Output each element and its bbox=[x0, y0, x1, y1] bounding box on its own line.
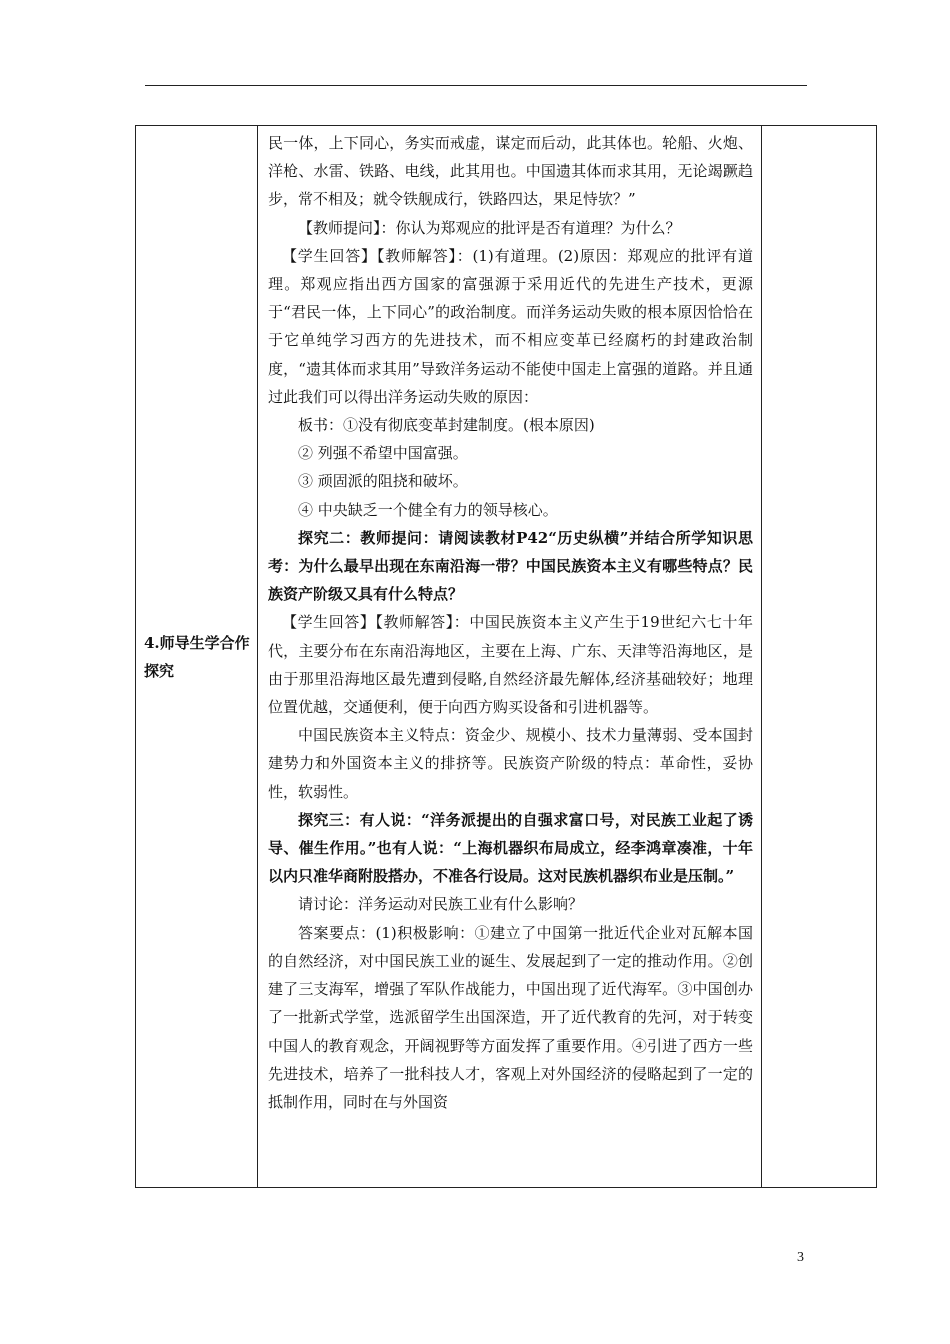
content-paragraph: ② 列强不希望中国富强。 bbox=[298, 444, 468, 463]
step-cell bbox=[136, 126, 258, 1188]
content-paragraph: 探究三：有人说：“洋务派提出的自强求富口号，对民族工业起了诱导、催生作用。”也有人说：“上海机器织布局成立，经李鸿章凑准，十年以内只准华商附股搭办，不准各行设局。这对民族机器织布业是压制。” bbox=[268, 810, 753, 886]
step-label: 4.师导生学合作探究 bbox=[144, 633, 250, 680]
content-paragraph: 民一体，上下同心，务实而戒虚，谋定而后动，此其体也。轮船、火炮、洋枪、水雷、铁路、电线，此其用也。中国遗其体而求其用，无论竭蹶趋步，常不相及；就令铁舰成行，铁路四达，果足恃欤？” bbox=[268, 134, 753, 209]
table-row bbox=[136, 126, 877, 1188]
lesson-plan-table bbox=[135, 125, 877, 1188]
note-cell bbox=[762, 126, 877, 1188]
content-paragraph: 【学生回答】【教师解答】：(1)有道理。(2)原因：郑观应的批评有道理。郑观应指出西方国家的富强源于采用近代的先进生产技术，更源于“君民一体，上下同心”的政治制度。而洋务运动失败的根本原因恰恰在于它单纯学习西方的先进技术，而不相应变革已经腐朽的封建政治制度，“遗其体而求其用”导致洋务运动不能使中国走上富强的道路。并且通过此我们可以得出洋务运动失败的原因： bbox=[268, 246, 753, 406]
content-paragraph: 板书：①没有彻底变革封建制度。(根本原因) bbox=[298, 416, 595, 435]
content-paragraph: ③ 顽固派的阻挠和破坏。 bbox=[298, 472, 468, 491]
content-paragraph: 答案要点：(1)积极影响：①建立了中国第一批近代企业对瓦解本国的自然经济，对中国民族工业的诞生、发展起到了一定的推动作用。②创建了三支海军，增强了军队作战能力，中国出现了近代海军。③中国创办了一批新式学堂，选派留学生出国深造，开了近代教育的先河，对于转变中国人的教育观念，开阔视野等方面发挥了重要作用。④引进了西方一些先进技术，培养了一批科技人才，客观上对外国经济的侵略起到了一定的抵制作用，同时在与外国资 bbox=[268, 923, 753, 1111]
header-rule bbox=[145, 85, 807, 86]
content-paragraph: ④ 中央缺乏一个健全有力的领导核心。 bbox=[298, 500, 558, 519]
page-number: 3 bbox=[797, 1250, 804, 1265]
content-paragraph: 【教师提问】：你认为郑观应的批评是否有道理？为什么？ bbox=[298, 218, 681, 237]
content-cell bbox=[258, 126, 762, 1188]
content-paragraph: 探究二：教师提问：请阅读教材P42“历史纵横”并结合所学知识思考：为什么最早出现在东南沿海一带？中国民族资本主义有哪些特点？民族资产阶级又具有什么特点？ bbox=[268, 528, 753, 604]
content-paragraph: 【学生回答】【教师解答】：中国民族资本主义产生于19世纪六七十年代，主要分布在东南沿海地区，主要在上海、广东、天津等沿海地区，是由于那里沿海地区最先遭到侵略,自然经济最先解体,经济基础较好；地理位置优越，交通便利，便于向西方购买设备和引进机器等。 bbox=[268, 613, 753, 717]
content-paragraph: 中国民族资本主义特点：资金少、规模小、技术力量薄弱、受本国封建势力和外国资本主义的排挤等。民族资产阶级的特点：革命性，妥协性，软弱性。 bbox=[268, 726, 753, 801]
content-paragraph: 请讨论：洋务运动对民族工业有什么影响？ bbox=[298, 895, 584, 914]
